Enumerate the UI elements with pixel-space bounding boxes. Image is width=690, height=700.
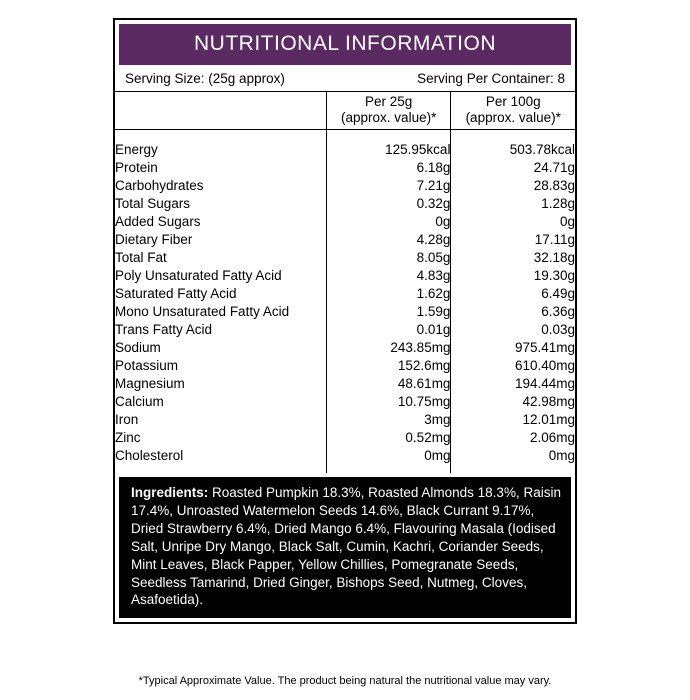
footnote-text: *Typical Approximate Value. The product being natural the nutritional value may vary.: [138, 675, 552, 687]
nutrient-per-100g: 610.40mg: [514, 358, 575, 374]
page-title: NUTRITIONAL INFORMATION: [119, 24, 571, 65]
nutrient-per-100g: 28.83g: [533, 178, 575, 194]
spacer-left: [115, 133, 326, 141]
nutrient-per-100g: 1.28g: [541, 196, 575, 212]
table-row: [115, 393, 575, 411]
nutrient-name: Mono Unsaturated Fatty Acid: [115, 304, 290, 320]
nutrient-name: Magnesium: [115, 376, 185, 392]
nutrient-name: Saturated Fatty Acid: [115, 286, 237, 302]
nutrient-per-25g: 0.32g: [326, 195, 451, 213]
header-per-25g: [326, 92, 451, 129]
nutrient-name: Added Sugars: [115, 214, 201, 230]
table-row: [115, 357, 575, 375]
spacer-left: [115, 465, 326, 473]
table-row: [115, 411, 575, 429]
nutrient-per-25g: 1.62g: [326, 285, 451, 303]
nutrient-per-25g: 4.28g: [326, 231, 451, 249]
table-row: [115, 177, 575, 195]
nutrient-name: Energy: [115, 142, 158, 158]
header-per-100g: [451, 92, 575, 129]
table-row: [115, 321, 575, 339]
nutrient-per-25g: 3mg: [326, 411, 451, 429]
nutrient-per-100g: 0mg: [548, 448, 575, 464]
nutrient-name: Sodium: [115, 340, 161, 356]
nutrient-per-25g: 8.05g: [326, 249, 451, 267]
nutrient-per-100g: 24.71g: [533, 160, 575, 176]
nutrient-per-100g: 2.06mg: [529, 430, 575, 446]
nutrient-per-100g: 975.41mg: [514, 340, 575, 356]
header-per-100g-line2: (approx. value)*: [465, 110, 561, 126]
nutrient-per-100g: 17.11g: [534, 232, 575, 248]
table-row: [115, 195, 575, 213]
nutrient-per-25g: 0.01g: [326, 321, 451, 339]
nutrient-per-25g: 243.85mg: [326, 339, 451, 357]
nutrient-name: Trans Fatty Acid: [115, 322, 213, 338]
nutrient-per-25g: 7.21g: [326, 177, 451, 195]
table-top-spacer: [115, 133, 575, 141]
nutrient-name: Zinc: [115, 430, 141, 446]
nutrition-table: [115, 92, 575, 473]
spacer-mid: [326, 133, 451, 141]
nutrient-per-25g: 1.59g: [326, 303, 451, 321]
header-per-100g-line1: Per 100g: [485, 93, 541, 109]
nutrient-name: Carbohydrates: [115, 178, 204, 194]
table-row: [115, 249, 575, 267]
table-row: [115, 213, 575, 231]
table-header-row: [115, 92, 575, 129]
serving-size-text: Serving Size: (25g approx): [125, 71, 285, 86]
nutrient-per-25g: 4.83g: [326, 267, 451, 285]
nutrient-per-100g: 194.44mg: [514, 376, 575, 392]
nutrient-per-100g: 503.78kcal: [509, 142, 575, 158]
table-row: [115, 303, 575, 321]
nutrition-label-panel: [113, 18, 577, 624]
nutrition-table-body: [115, 92, 575, 473]
nutrient-per-25g: 0g: [326, 213, 451, 231]
table-row: [115, 159, 575, 177]
nutrient-per-25g: 125.95kcal: [326, 141, 451, 159]
serving-per-container-text: Serving Per Container: 8: [417, 71, 565, 86]
ingredients-heading: Ingredients:: [131, 484, 209, 500]
spacer-right: [451, 133, 575, 141]
nutrient-per-25g: 10.75mg: [326, 393, 451, 411]
table-row: [115, 339, 575, 357]
ingredients-block: [119, 477, 571, 619]
nutrient-name: Potassium: [115, 358, 179, 374]
table-row: [115, 267, 575, 285]
nutrient-per-25g: 48.61mg: [326, 375, 451, 393]
table-row: [115, 429, 575, 447]
header-per-25g-line1: Per 25g: [365, 93, 413, 109]
table-row: [115, 375, 575, 393]
header-blank-cell: [115, 92, 326, 129]
nutrient-per-100g: 0g: [559, 214, 575, 230]
spacer-right: [451, 465, 575, 473]
nutrient-per-100g: 0.03g: [541, 322, 575, 338]
nutrient-per-100g: 12.01mg: [522, 412, 575, 428]
header-per-25g-line2: (approx. value)*: [341, 110, 437, 126]
nutrient-name: Total Fat: [115, 250, 167, 266]
nutrient-per-25g: 152.6mg: [326, 357, 451, 375]
nutrient-per-100g: 6.49g: [541, 286, 575, 302]
table-bottom-spacer: [115, 465, 575, 473]
nutrient-name: Protein: [115, 160, 158, 176]
nutrient-per-100g: 19.30g: [533, 268, 575, 284]
nutrient-per-100g: 42.98mg: [522, 394, 575, 410]
nutrient-per-100g: 6.36g: [541, 304, 575, 320]
nutrient-name: Iron: [115, 412, 139, 428]
table-row: [115, 231, 575, 249]
table-row: [115, 141, 575, 159]
nutrient-per-100g: 32.18g: [533, 250, 575, 266]
table-row: [115, 285, 575, 303]
nutrient-name: Cholesterol: [115, 448, 184, 464]
serving-info-row: [115, 65, 575, 92]
nutrient-name: Calcium: [115, 394, 164, 410]
nutrient-per-25g: 0mg: [326, 447, 451, 465]
nutrient-name: Total Sugars: [115, 196, 191, 212]
nutrient-name: Poly Unsaturated Fatty Acid: [115, 268, 282, 284]
spacer-mid: [326, 465, 451, 473]
nutrient-per-25g: 6.18g: [326, 159, 451, 177]
nutrient-name: Dietary Fiber: [115, 232, 193, 248]
nutrient-per-25g: 0.52mg: [326, 429, 451, 447]
ingredients-text: Roasted Pumpkin 18.3%, Roasted Almonds 18.3%, Raisin 17.4%, Unroasted Watermelon Seeds 14.6%, Black Currant 9.17%, Dried Strawberry 6.4%, Dried Mango 6.4%, Flavouring Masala (Iodised Salt, Unripe Dry Mango, Black Salt, Cumin, Kachri, Coriander Seeds, Mint Leaves, Black Papper, Yellow Chillies, Pomegranate Seeds, Seedless Tamarind, Dried Ginger, Bishops Seed, Nutmeg, Cloves, Asafoetida).: [131, 484, 561, 608]
table-row: [115, 447, 575, 465]
